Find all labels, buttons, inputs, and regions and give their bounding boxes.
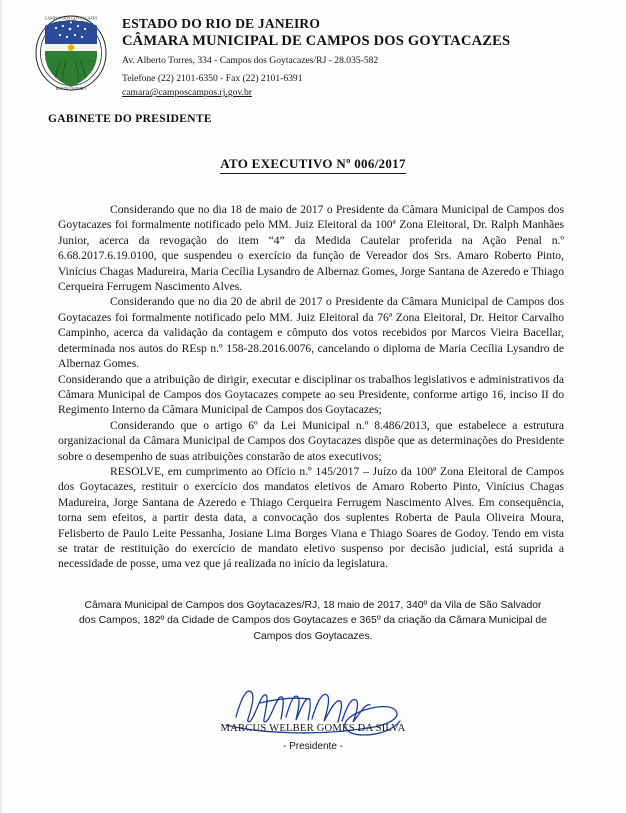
paragraph: Considerando que no dia 18 de maio de 2017 o Presidente da Câmara Municipal de Campos dos Goytacazes foi formalmente notificado pelo MM. Juiz Eleitoral da 100ª Zona Eleitoral, Dr. Ralph Manhães Junior, acerca da revogação do item “4” da Medida Cautelar proferida na Ação Penal n.º 6.68.2017.6.19.0100, que suspendeu o exercício da função de Vereador dos Srs. Amaro Roberto Pinto, Vinícius Chagas Madureira, Maria Cecília Lysandro de Albernaz Gomes, Jorge Santana de Azeredo e Thiago Cerqueira Ferrugem Nascimento Alves. (58, 203, 564, 294)
department-label: GABINETE DO PRESIDENTE (48, 113, 212, 126)
header-text-block (122, 12, 510, 100)
svg-text:CAMPOS DOS GOYTACAZES: CAMPOS DOS GOYTACAZES (44, 15, 98, 21)
organization-email-link[interactable]: camara@camposcampos.rj.gov.br (122, 87, 252, 99)
closing-statement: Câmara Municipal de Campos dos Goytacazes/RJ, 18 maio de 2017, 340º da Vila de São Salvador dos Campos, 182º da Cidade de Campos dos Goytacazes e 365º da criação da Câmara Municipal de Campos dos Goytacazes. (79, 599, 547, 642)
organization-name: CÂMARA MUNICIPAL DE CAMPOS DOS GOYTACAZES (122, 32, 511, 49)
organization-address: Av. Alberto Torres, 334 - Campos dos Goytacazes/RJ - 28.035-582 (122, 55, 379, 67)
signature-block (0, 679, 626, 775)
signatory-role: - Presidente - (282, 740, 344, 752)
page-title: ATO EXECUTIVO Nº 006/2017 (220, 156, 406, 174)
organization-phone: Telefone (22) 2101-6350 - Fax (22) 2101-6391 (122, 73, 303, 85)
coat-of-arms-icon (34, 14, 108, 92)
paragraph: RESOLVE, em cumprimento ao Ofício n.º 145/2017 – Juízo da 100ª Zona Eleitoral de Campos dos Goytacazes, restituir o exercício dos mandatos eletivos de Amaro Roberto Pinto, Vinícius Chagas Madureira, Jorge Santana de Azeredo e Thiago Cerqueira Ferrugem Nascimento Alves. Em consequência, torna sem efeitos, a partir desta data, a convocação dos suplentes Roberta de Paula Oliveira Moura, Felisberto de Paulo Leite Pessanha, Josiane Lima Borges Viana e Thiago Soares de Godoy. Tendo em vista se tratar de restituição do exercício de mandato eletivo suspenso por decisão judicial, está suprida a necessidade de posse, uma vez que já realizada no início da legislatura. (58, 464, 564, 571)
document-body (58, 202, 564, 572)
svg-text:RIO DE JANEIRO: RIO DE JANEIRO (55, 86, 87, 91)
paragraph: Considerando que no dia 20 de abril de 2017 o Presidente da Câmara Municipal de Campos dos Goytacazes foi formalmente notificado pelo MM. Juiz Eleitoral da 76ª Zona Eleitoral, Dr. Heitor Carvalho Campinho, acerca da validação da contagem e cômputo dos votos recebidos por Marcos Vieira Bacellar, determinada nos autos do REsp n.º 158-28.2016.0076, cancelando o diploma de Maria Cecília Lysandro de Albernaz Gomes. (58, 295, 564, 371)
paragraph: Considerando que a atribuição de dirigir, executar e disciplinar os trabalhos legislativos e administrativos da Câmara Municipal de Campos dos Goytacazes compete ao seu Presidente, conforme artigo 16, inciso II do Regimento Interno da Câmara Municipal de Campos dos Goytacazes; (58, 372, 564, 417)
state-name: ESTADO DO RIO DE JANEIRO (122, 16, 321, 31)
document-title-wrap (0, 155, 626, 174)
document-header (0, 0, 626, 100)
signatory-name: MARCUS WELBER GOMES DA SILVA (220, 722, 406, 734)
paragraph: Considerando que o artigo 6º da Lei Municipal n.º 8.486/2013, que estabelece a estrutura organizacional da Câmara Municipal de Campos dos Goytacazes dispõe que as determinações do Presidente sobre o desempenho de suas atribuições constarão de atos executivos; (58, 418, 564, 463)
